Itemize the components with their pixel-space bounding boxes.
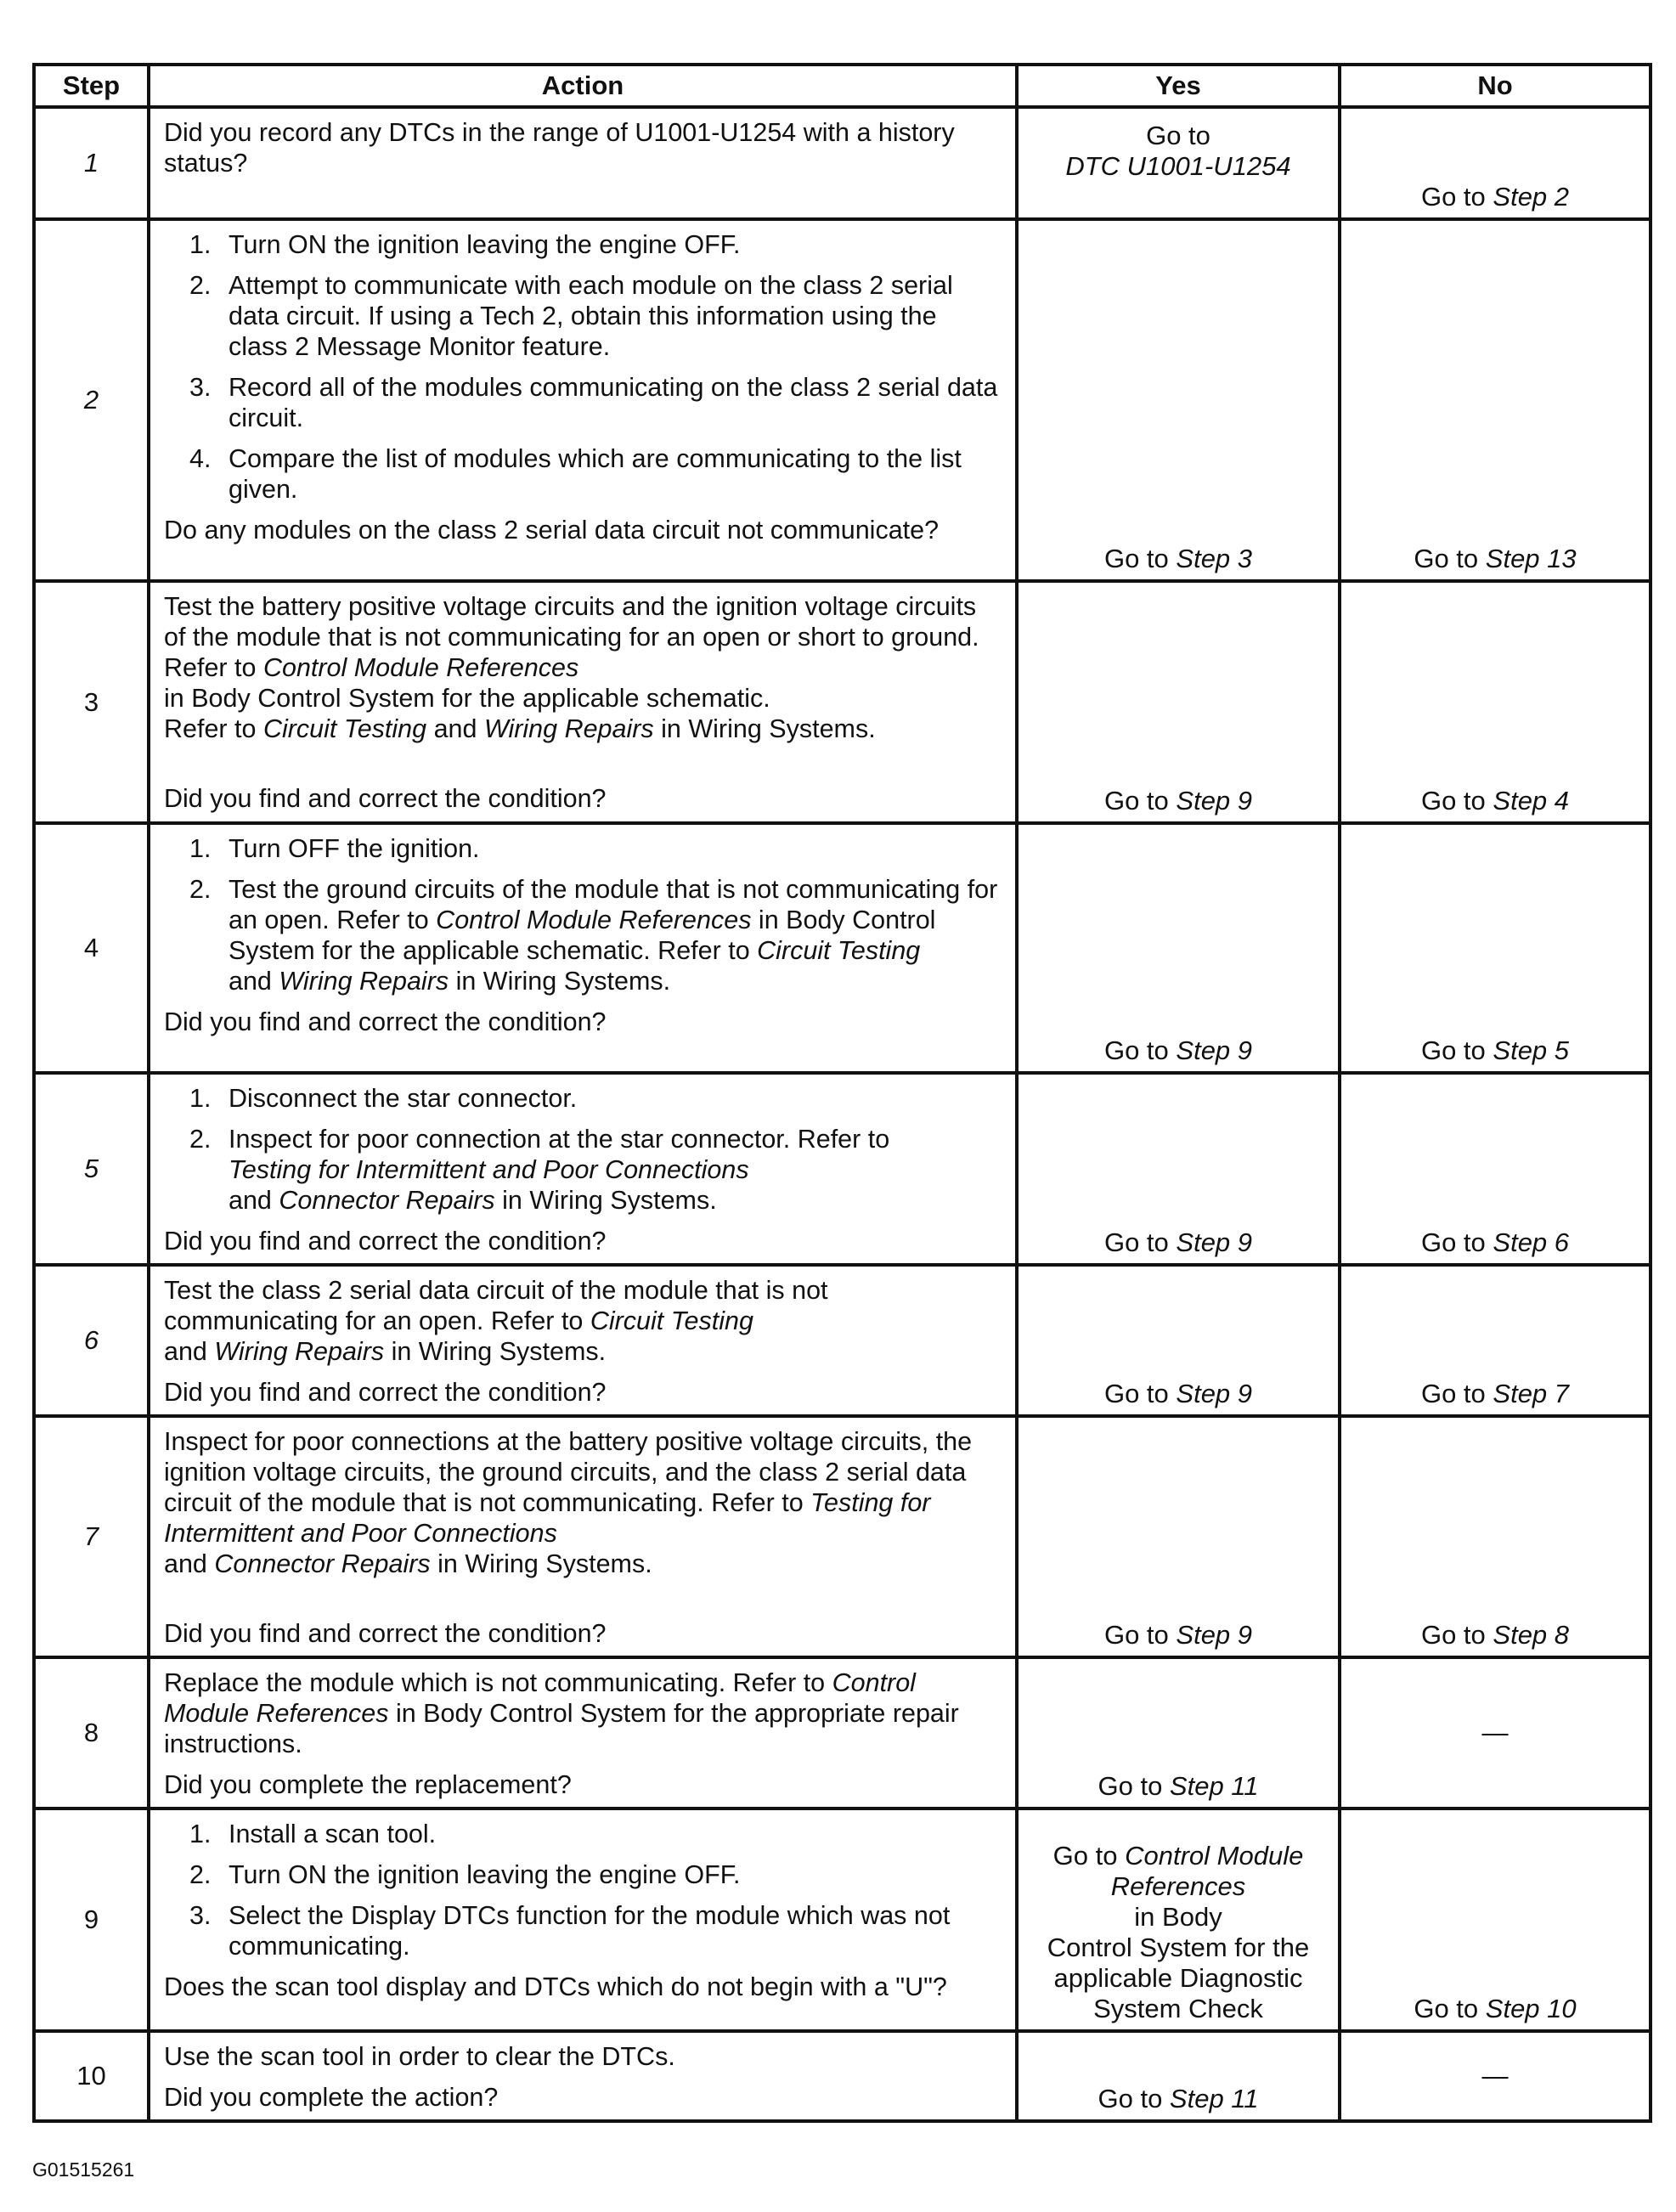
- action-cell: [149, 2031, 1017, 2121]
- question-text: Did you find and correct the condition?: [164, 1007, 607, 1036]
- question-text: Did you complete the replacement?: [164, 1770, 572, 1799]
- step-number: 7: [34, 1416, 149, 1657]
- question-text: Did you find and correct the condition?: [164, 1619, 607, 1648]
- yes-cell: Go to Step 9: [1017, 581, 1340, 823]
- table-row: [34, 219, 1651, 581]
- step-number: 10: [34, 2031, 149, 2121]
- diagnostic-table: [32, 63, 1652, 2123]
- step-number: 8: [34, 1657, 149, 1809]
- no-target: Step 2: [1493, 182, 1570, 212]
- table-row: [34, 1657, 1651, 1809]
- diagnostic-table-sheet: [32, 63, 1649, 2123]
- yes-cell: [1017, 107, 1340, 219]
- action-list: [164, 1083, 1002, 1216]
- action-text: Inspect for poor connections at the battery positive voltage circuits, the ignition voltage circuits, the ground circuits, and the class 2 serial data circuit of the module that is not communicating. Refer to Testing for Intermittent and Poor Connections and Connector Repairs in Wiring Systems.: [164, 1427, 973, 1578]
- step-number: 6: [34, 1265, 149, 1416]
- question-text: Did you find and correct the condition?: [164, 1227, 607, 1256]
- step-number: 2: [34, 219, 149, 581]
- table-row: [34, 2031, 1651, 2121]
- no-cell: Go to Step 5: [1340, 823, 1651, 1073]
- step-number: 3: [34, 581, 149, 823]
- action-cell: [149, 1073, 1017, 1265]
- table-row: [34, 1809, 1651, 2031]
- no-goto: Go to: [1420, 182, 1493, 212]
- list-item: 1. Turn ON the ignition leaving the engine OFF.: [189, 230, 741, 259]
- action-text: Use the scan tool in order to clear the DTCs.: [164, 2042, 675, 2071]
- list-item: 2. Attempt to communicate with each module on the class 2 serial data circuit. If using a Tech 2, obtain this information using the class 2 Message Monitor feature.: [189, 271, 953, 361]
- yes-goto: Go to: [1146, 121, 1210, 150]
- list-item: 1. Install a scan tool.: [189, 1820, 437, 1848]
- header-step: Step: [34, 65, 149, 107]
- header-no: No: [1340, 65, 1651, 107]
- list-item: 4. Compare the list of modules which are communicating to the list given.: [189, 444, 962, 504]
- question-text: Did you find and correct the condition?: [164, 1378, 607, 1407]
- no-cell: Go to Step 7: [1340, 1265, 1651, 1416]
- no-cell: Go to Step 8: [1340, 1416, 1651, 1657]
- action-list: [164, 229, 1002, 505]
- list-item: 1. Turn OFF the ignition.: [189, 834, 480, 863]
- yes-cell: Go to Step 9: [1017, 1416, 1340, 1657]
- yes-cell: Go to Step 9: [1017, 1073, 1340, 1265]
- yes-cell: Go to Step 11: [1017, 2031, 1340, 2121]
- question-text: Do any modules on the class 2 serial data circuit not communicate?: [164, 516, 940, 545]
- action-cell: [149, 107, 1017, 219]
- action-cell: [149, 1416, 1017, 1657]
- action-cell: [149, 1809, 1017, 2031]
- list-item: 1. Disconnect the star connector.: [189, 1084, 578, 1113]
- action-cell: [149, 219, 1017, 581]
- yes-cell: [1017, 1809, 1340, 2031]
- no-cell: [1340, 1657, 1651, 1809]
- action-list: [164, 1819, 1002, 1961]
- question-text: Did you find and correct the condition?: [164, 784, 607, 813]
- no-text: [1341, 182, 1649, 212]
- list-item: 2. Turn ON the ignition leaving the engine OFF.: [189, 1860, 741, 1889]
- list-item: 3. Select the Display DTCs function for the module which was not communicating.: [189, 1901, 951, 1961]
- action-text: Did you record any DTCs in the range of U1001-U1254 with a history status?: [164, 118, 955, 178]
- action-cell: [149, 581, 1017, 823]
- question-text: Does the scan tool display and DTCs which do not begin with a "U"?: [164, 1972, 947, 2001]
- list-item: 2. Inspect for poor connection at the star connector. Refer to Testing for Intermittent and Poor Connections and Connector Repairs in Wiring Systems.: [189, 1125, 890, 1215]
- action-list: [164, 833, 1002, 996]
- step-number: 4: [34, 823, 149, 1073]
- no-cell: [1340, 107, 1651, 219]
- header-row: [34, 65, 1651, 107]
- action-text: Replace the module which is not communicating. Refer to Control Module References in Body Control System for the appropriate repair instructions.: [164, 1668, 959, 1758]
- yes-cell: Go to Step 3: [1017, 219, 1340, 581]
- dash: —: [1481, 2061, 1509, 2091]
- header-yes: Yes: [1017, 65, 1340, 107]
- yes-cell: Go to Step 11: [1017, 1657, 1340, 1809]
- table-row: [34, 1265, 1651, 1416]
- question-text: Did you complete the action?: [164, 2083, 499, 2112]
- figure-id: G01515261: [32, 2158, 135, 2181]
- list-item: 2. Test the ground circuits of the module that is not communicating for an open. Refer to Control Module References in Body Control System for the applicable schematic. Refer to Circuit Testing and Wiring Repairs in Wiring Systems.: [189, 875, 998, 996]
- no-cell: Go to Step 10: [1340, 1809, 1651, 2031]
- no-cell: [1340, 2031, 1651, 2121]
- list-item: 3. Record all of the modules communicating on the class 2 serial data circuit.: [189, 373, 998, 432]
- yes-text: Go to Control Module References in Body Control System for the applicable Diagnostic System Check: [1047, 1841, 1310, 2023]
- no-cell: Go to Step 6: [1340, 1073, 1651, 1265]
- yes-target: DTC U1001-U1254: [1065, 151, 1291, 181]
- table-row: [34, 581, 1651, 823]
- step-number: 1: [34, 107, 149, 219]
- action-text: Test the battery positive voltage circuits and the ignition voltage circuits of the module that is not communicating for an open or short to ground. Refer to Control Module References in Body Control System for the applicable schematic. Refer to Circuit Testing and Wiring Repairs in Wiring Systems.: [164, 592, 979, 743]
- yes-cell: Go to Step 9: [1017, 823, 1340, 1073]
- yes-text: [1019, 109, 1338, 182]
- dash: —: [1481, 1718, 1509, 1747]
- table-row: [34, 1416, 1651, 1657]
- no-cell: Go to Step 4: [1340, 581, 1651, 823]
- action-cell: [149, 1265, 1017, 1416]
- no-cell: Go to Step 13: [1340, 219, 1651, 581]
- table-row: [34, 107, 1651, 219]
- action-text: Test the class 2 serial data circuit of the module that is not communicating for an open. Refer to Circuit Testing and Wiring Repairs in Wiring Systems.: [164, 1276, 828, 1366]
- table-row: [34, 1073, 1651, 1265]
- action-cell: [149, 823, 1017, 1073]
- step-number: 5: [34, 1073, 149, 1265]
- step-number: 9: [34, 1809, 149, 2031]
- action-cell: [149, 1657, 1017, 1809]
- table-row: [34, 823, 1651, 1073]
- header-action: Action: [149, 65, 1017, 107]
- yes-cell: Go to Step 9: [1017, 1265, 1340, 1416]
